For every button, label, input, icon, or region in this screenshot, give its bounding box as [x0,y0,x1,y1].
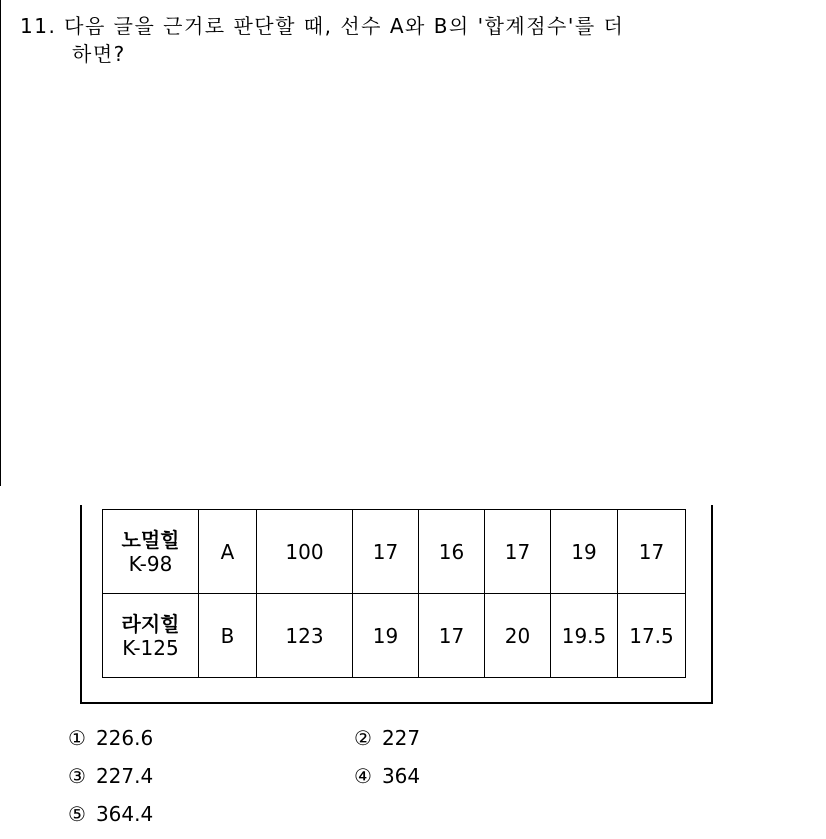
player-cell: A [199,510,257,594]
hill-k-point: K-125 [122,635,179,660]
table-row [103,594,686,678]
page-margin-rule [0,0,1,486]
score-table [102,509,686,678]
choice-number: ② [354,726,372,750]
choice-value: 364 [381,764,421,788]
distance-cell: 100 [257,510,353,594]
judge-score-cell: 19 [551,510,618,594]
choice-1[interactable] [68,726,153,750]
hill-name: 라지힐 [121,611,180,636]
choice-5[interactable] [68,802,153,826]
question [20,12,780,68]
choice-number: ③ [68,764,86,788]
judge-score-cell: 19 [353,594,419,678]
table-row [103,510,686,594]
choice-value: 227.4 [95,764,154,788]
player-cell: B [199,594,257,678]
judge-score-cell: 17 [353,510,419,594]
judge-score-cell: 17 [485,510,551,594]
question-text: 다음 글을 근거로 판단할 때, 선수 A와 B의 '합계점수'를 더 [64,14,625,38]
question-line-1 [20,12,780,40]
distance-cell: 123 [257,594,353,678]
score-box [80,505,713,704]
judge-score-cell: 16 [419,510,485,594]
choice-value: 364.4 [95,802,154,826]
choice-number: ④ [354,764,372,788]
choice-value: 226.6 [95,726,154,750]
judge-score-cell: 20 [485,594,551,678]
judge-score-cell: 17 [618,510,686,594]
choice-4[interactable] [354,764,420,788]
choice-3[interactable] [68,764,153,788]
hill-cell [103,510,199,594]
hill-k-point: K-98 [128,551,173,576]
hill-cell [103,594,199,678]
question-number: 11. [20,14,57,38]
choice-number: ⑤ [68,802,86,826]
hill-name: 노멀힐 [121,527,180,552]
choice-2[interactable] [354,726,420,750]
judge-score-cell: 19.5 [551,594,618,678]
judge-score-cell: 17.5 [618,594,686,678]
choice-number: ① [68,726,86,750]
choice-value: 227 [381,726,421,750]
question-line-2: 하면? [72,42,126,66]
judge-score-cell: 17 [419,594,485,678]
